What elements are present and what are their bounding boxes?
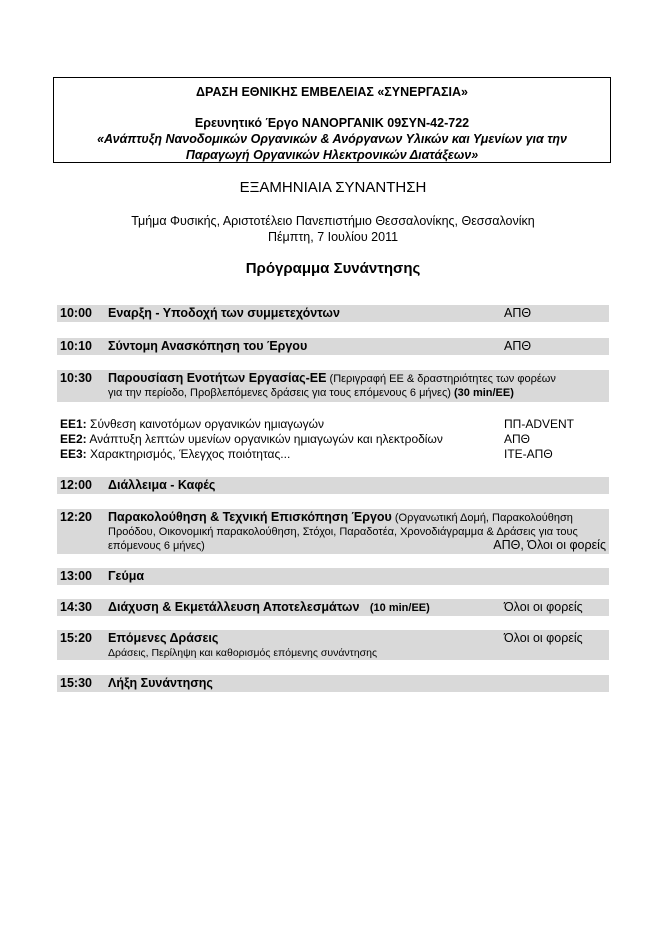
agenda-title-group: [108, 600, 430, 614]
meeting-date: Πέμπτη, 7 Ιουλίου 2011: [267, 230, 399, 244]
work-package-1: [60, 417, 324, 431]
agenda-time: 10:30: [60, 371, 92, 385]
agenda-desc-line-3: επόμενους 6 μήνες): [108, 540, 205, 552]
agenda-time: 13:00: [60, 569, 92, 583]
agenda-organizer: ΑΠΘ: [504, 306, 532, 320]
agenda-title: Γεύμα: [108, 569, 145, 583]
agenda-description: [108, 371, 556, 387]
wp-text: Χαρακτηρισμός, Έλεγχος ποιότητας...: [90, 447, 291, 461]
agenda-time: 14:30: [60, 600, 92, 614]
wp-code: ΕΕ2:: [60, 432, 87, 446]
project-header-box: [53, 77, 611, 163]
agenda-item-1430: [57, 599, 609, 616]
agenda-desc-line-2: για την περίοδο, Προβλεπόμενες δράσεις για τους επόμενους 6 μήνες): [108, 387, 451, 399]
agenda-description: [108, 510, 573, 526]
agenda-title: Λήξη Συνάντησης: [108, 676, 213, 690]
wp-text: Σύνθεση καινοτόμων οργανικών ημιαγωγών: [90, 417, 325, 431]
agenda-title: Επόμενες Δράσεις: [108, 631, 219, 645]
agenda-time: 10:10: [60, 339, 92, 353]
agenda-time: 15:20: [60, 631, 92, 645]
work-package-2: [60, 432, 443, 446]
agenda-duration: (10 min/EE): [369, 602, 430, 614]
meeting-title: ΕΞΑΜΗΝΙΑΙΑ ΣΥΝΑΝΤΗΣΗ: [239, 179, 427, 196]
agenda-title: Παρακολούθηση & Τεχνική Επισκόπηση Έργου: [108, 510, 392, 524]
agenda-desc-line-1: (Οργανωτική Δομή, Παρακολούθηση: [394, 512, 573, 524]
wp-text: Ανάπτυξη λεπτών υμενίων οργανικών ημιαγωγών και ηλεκτροδίων: [89, 432, 443, 446]
agenda-item-1220: [57, 509, 609, 554]
wp-organizer: ΠΠ-ADVENT: [504, 417, 575, 431]
agenda-item-1200: [57, 477, 609, 494]
meeting-venue: Τμήμα Φυσικής, Αριστοτέλειο Πανεπιστήμιο Θεσσαλονίκης, Θεσσαλονίκη: [131, 214, 535, 228]
agenda-item-1300: [57, 568, 609, 585]
agenda-organizer: Όλοι οι φορείς: [504, 600, 583, 614]
agenda-organizer: Όλοι οι φορείς: [504, 631, 583, 645]
action-title: ΔΡΑΣΗ ΕΘΝΙΚΗΣ ΕΜΒΕΛΕΙΑΣ «ΣΥΝΕΡΓΑΣΙΑ»: [196, 85, 468, 99]
agenda-title: Σύντομη Ανασκόπηση του Έργου: [108, 339, 308, 353]
project-code: Ερευνητικό Έργο ΝΑΝΟΡΓΑΝΙΚ 09ΣΥΝ-42-722: [194, 116, 470, 130]
agenda-item-1010: [57, 338, 609, 355]
agenda-title: Διάχυση & Εκμετάλλευση Αποτελεσμάτων: [108, 600, 360, 614]
agenda-item-1000: [57, 305, 609, 322]
agenda-title: Διάλλειμα - Καφές: [108, 478, 216, 492]
agenda-time: 10:00: [60, 306, 92, 320]
project-title-line-2: Παραγωγή Οργανικών Ηλεκτρονικών Διατάξεων»: [185, 148, 479, 162]
agenda-description: Δράσεις, Περίληψη και καθορισμός επόμενης συνάντησης: [108, 647, 378, 659]
agenda-desc-line-1: (Περιγραφή ΕΕ & δραστηριότητες των φορέων: [329, 373, 556, 385]
wp-code: ΕΕ1:: [60, 417, 87, 431]
agenda-organizer: ΑΠΘ: [504, 339, 532, 353]
agenda-item-1530: [57, 675, 609, 692]
agenda-organizer: ΑΠΘ, Όλοι οι φορείς: [493, 538, 606, 552]
agenda-duration: (30 min/EE): [453, 387, 514, 399]
agenda-title: Εναρξη - Υποδοχή των συμμετεχόντων: [108, 306, 340, 320]
wp-code: ΕΕ3:: [60, 447, 87, 461]
agenda-description-2: [108, 386, 514, 401]
agenda-desc-line-2: Προόδου, Οικονομική παρακολούθηση, Στόχοι, Παραδοτέα, Χρονοδιάγραμμα & Δράσεις για τους: [108, 526, 578, 538]
agenda-time: 15:30: [60, 676, 92, 690]
agenda-item-1030: [57, 370, 609, 402]
work-package-3: [60, 447, 290, 461]
wp-organizer: ΑΠΘ: [504, 432, 531, 446]
agenda-time: 12:20: [60, 510, 92, 524]
program-title: Πρόγραμμα Συνάντησης: [245, 260, 421, 277]
wp-organizer: ΙΤΕ-ΑΠΘ: [504, 447, 553, 461]
agenda-time: 12:00: [60, 478, 92, 492]
agenda-title: Παρουσίαση Ενοτήτων Εργασίας-ΕΕ: [108, 371, 327, 385]
project-title-line-1: «Ανάπτυξη Νανοδομικών Οργανικών & Ανόργανων Υλικών και Υμενίων για την: [97, 132, 567, 146]
agenda-item-1520: [57, 630, 609, 660]
